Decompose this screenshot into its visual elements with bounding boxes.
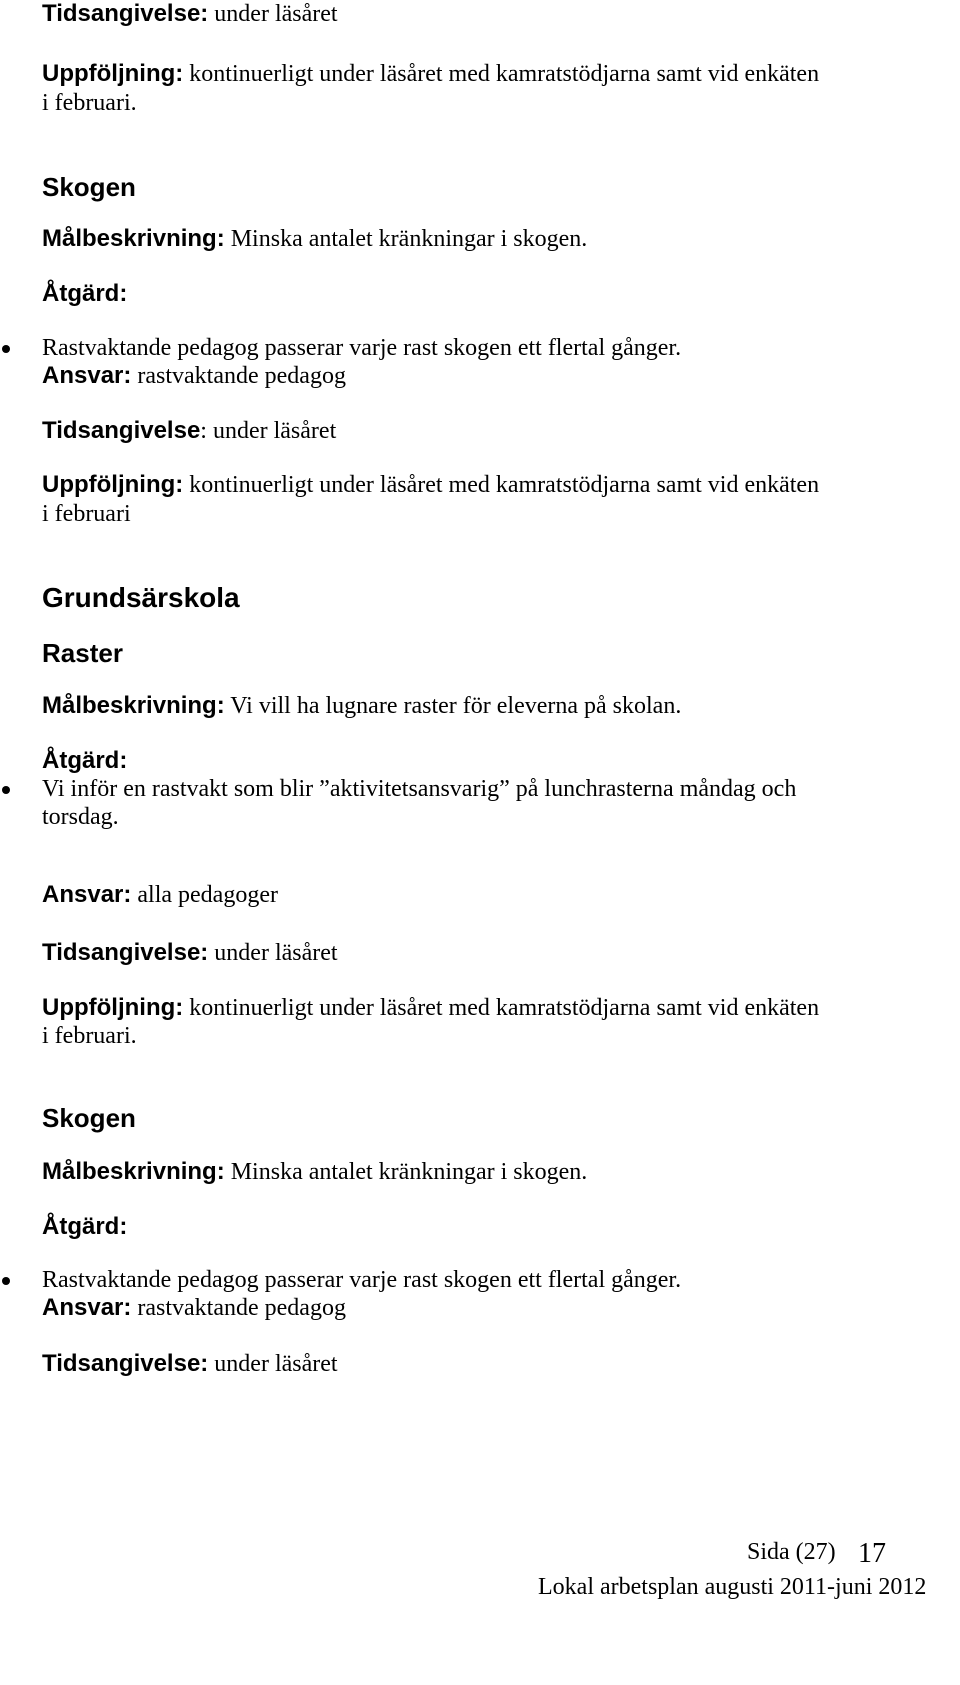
ansvar-line (42, 1294, 346, 1322)
atgard-label: Åtgärd: (42, 747, 128, 774)
tidsangivelse-line (42, 1350, 338, 1378)
bullet-icon (2, 345, 10, 353)
uppfoljning-line-2: i februari (42, 501, 131, 527)
uppfoljning-line (42, 994, 819, 1022)
uppfoljning-line-2: i februari. (42, 90, 137, 116)
malbeskrivning-label: Målbeskrivning: (42, 225, 225, 252)
uppfoljning-label: Uppföljning: (42, 471, 184, 498)
malbeskrivning-label: Målbeskrivning: (42, 692, 225, 719)
bullet-icon (2, 786, 10, 794)
tidsangivelse-label: Tidsangivelse: (42, 939, 209, 966)
bullet-item: Vi inför en rastvakt som blir ”aktivitetsansvarig” på lunchrasterna måndag och (42, 776, 797, 802)
tidsangivelse-label: Tidsangivelse: (42, 0, 209, 27)
uppfoljning-line (42, 60, 819, 88)
uppfoljning-value: kontinuerligt under läsåret med kamratstödjarna samt vid enkäten (183, 61, 820, 87)
ansvar-value: rastvaktande pedagog (131, 363, 346, 389)
footer-doc-title: Lokal arbetsplan augusti 2011-juni 2012 (538, 1574, 927, 1600)
page-total: (27) (795, 1539, 836, 1565)
malbeskrivning-value: Minska antalet kränkningar i skogen. (224, 1159, 588, 1185)
section-heading-grundsarskola: Grundsärskola (42, 582, 240, 613)
bullet-item: Rastvaktande pedagog passerar varje rast skogen ett flertal gånger. (42, 1267, 682, 1293)
atgard-label: Åtgärd: (42, 280, 128, 307)
ansvar-line (42, 362, 346, 390)
uppfoljning-value: kontinuerligt under läsåret med kamratstödjarna samt vid enkäten (183, 995, 820, 1021)
section-heading-skogen: Skogen (42, 1103, 136, 1133)
uppfoljning-value: kontinuerligt under läsåret med kamratstödjarna samt vid enkäten (183, 472, 820, 498)
bullet-icon (2, 1277, 10, 1285)
uppfoljning-label: Uppföljning: (42, 60, 184, 87)
bullet-item-line-2: torsdag. (42, 804, 119, 830)
malbeskrivning-label: Målbeskrivning: (42, 1158, 225, 1185)
tidsangivelse-line (42, 417, 336, 445)
uppfoljning-line-2: i februari. (42, 1023, 137, 1049)
atgard-label: Åtgärd: (42, 1213, 128, 1240)
malbeskrivning-line (42, 1158, 587, 1186)
tidsangivelse-line (42, 939, 338, 967)
uppfoljning-line (42, 471, 819, 499)
uppfoljning-label: Uppföljning: (42, 994, 184, 1021)
tidsangivelse-label: Tidsangivelse (42, 417, 201, 444)
tidsangivelse-value: under läsåret (208, 1, 338, 27)
ansvar-value: alla pedagoger (131, 882, 278, 908)
subheading-raster: Raster (42, 638, 123, 668)
tidsangivelse-value: : under läsåret (200, 418, 337, 444)
malbeskrivning-value: Vi vill ha lugnare raster för eleverna på skolan. (224, 693, 682, 719)
page-number: 17 (858, 1538, 886, 1569)
tidsangivelse-label: Tidsangivelse: (42, 1350, 209, 1377)
malbeskrivning-value: Minska antalet kränkningar i skogen. (224, 226, 588, 252)
bullet-item: Rastvaktande pedagog passerar varje rast skogen ett flertal gånger. (42, 335, 682, 361)
page-indicator (747, 1538, 836, 1566)
tidsangivelse-value: under läsåret (208, 1351, 338, 1377)
malbeskrivning-line (42, 225, 587, 253)
page-label: Sida (747, 1539, 790, 1565)
ansvar-label: Ansvar: (42, 1294, 132, 1321)
malbeskrivning-line (42, 692, 681, 720)
tidsangivelse-value: under läsåret (208, 940, 338, 966)
ansvar-line (42, 881, 278, 909)
section-heading-skogen: Skogen (42, 172, 136, 202)
ansvar-label: Ansvar: (42, 362, 132, 389)
ansvar-label: Ansvar: (42, 881, 132, 908)
tidsangivelse-line (42, 0, 338, 28)
ansvar-value: rastvaktande pedagog (131, 1295, 346, 1321)
